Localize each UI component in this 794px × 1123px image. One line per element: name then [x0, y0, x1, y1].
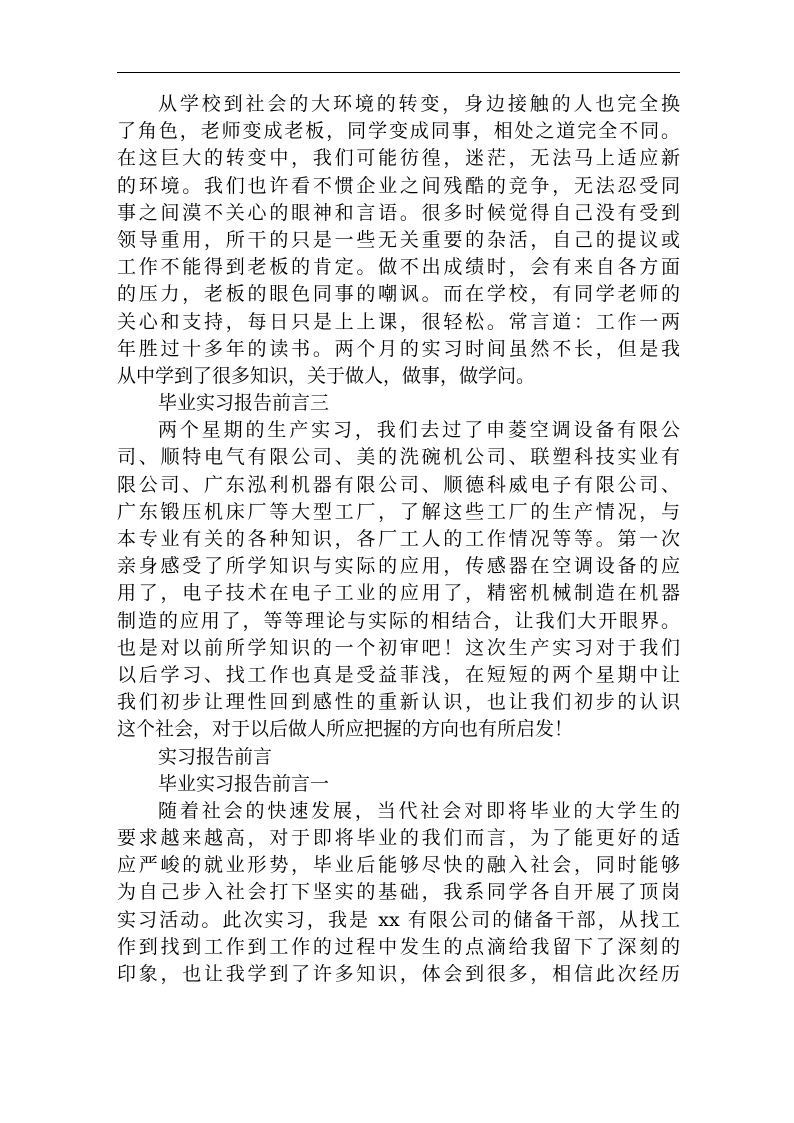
paragraph-line: 随着社会的快速发展，当代社会对即将毕业的大学生的 [158, 799, 680, 822]
paragraph-line: 在这巨大的转变中，我们可能彷徨，迷茫，无法马上适应新 [117, 147, 680, 170]
section-heading: 毕业实习报告前言一 [158, 772, 330, 795]
section-heading: 毕业实习报告前言三 [158, 392, 330, 415]
paragraph-line: 事之间漠不关心的眼神和言语。很多时候觉得自己没有受到 [117, 201, 680, 224]
paragraph-line: 从中学到了很多知识，关于做人，做事，做学问。 [117, 364, 536, 387]
paragraph-line: 的压力，老板的眼色同事的嘲讽。而在学校，有同学老师的 [117, 283, 680, 306]
paragraph-line: 两个星期的生产实习，我们去过了申菱空调设备有限公 [158, 419, 680, 442]
paragraph-line: 本专业有关的各种知识，各厂工人的工作情况等等。第一次 [117, 528, 680, 550]
paragraph-line: 应严峻的就业形势，毕业后能够尽快的融入社会，同时能够 [117, 854, 680, 877]
paragraph-line: 限公司、广东泓利机器有限公司、顺德科威电子有限公司、 [117, 473, 680, 496]
document-body [117, 91, 680, 988]
paragraph-line: 印象，也让我学到了许多知识，体会到很多，相信此次经历 [117, 963, 680, 985]
paragraph-line: 这个社会，对于以后做人所应把握的方向也有所启发！ [117, 718, 574, 741]
paragraph-line: 作到找到工作到工作的过程中发生的点滴给我留下了深刻的 [117, 935, 680, 958]
paragraph-line: 用了，电子技术在电子工业的应用了，精密机械制造在机器 [117, 582, 680, 605]
paragraph-line: 广东锻压机床厂等大型工厂，了解这些工厂的生产情况，与 [117, 500, 680, 523]
paragraph-line: 了角色，老师变成老板，同学变成同事，相处之道完全不同。 [117, 120, 680, 143]
paragraph-line: 司、顺特电气有限公司、美的洗碗机公司、联塑科技实业有 [117, 446, 680, 469]
paragraph-line: 要求越来越高，对于即将毕业的我们而言，为了能更好的适 [117, 827, 680, 850]
paragraph-line: 亲身感受了所学知识与实际的应用，传感器在空调设备的应 [117, 555, 680, 578]
section-heading: 实习报告前言 [158, 745, 273, 768]
paragraph-line: 领导重用，所干的只是一些无关重要的杂活，自己的提议或 [117, 228, 680, 251]
paragraph-line: 制造的应用了，等等理论与实际的相结合，让我们大开眼界。 [117, 609, 680, 632]
paragraph-line: 工作不能得到老板的肯定。做不出成绩时，会有来自各方面 [117, 256, 680, 279]
paragraph-line: 年胜过十多年的读书。两个月的实习时间虽然不长，但是我 [117, 337, 680, 360]
paragraph-line: 我们初步让理性回到感性的重新认识，也让我们初步的认识 [117, 691, 680, 714]
paragraph-line: 的环境。我们也许看不惯企业之间残酷的竞争，无法忍受同 [117, 174, 680, 197]
paragraph-line: 从学校到社会的大环境的转变，身边接触的人也完全换 [158, 93, 680, 115]
paragraph-line: 也是对以前所学知识的一个初审吧！这次生产实习对于我们 [117, 636, 680, 659]
paragraph-line: 以后学习、找工作也真是受益菲浅，在短短的两个星期中让 [117, 663, 680, 686]
header-rule [117, 72, 680, 73]
paragraph-line: 为自己步入社会打下坚实的基础，我系同学各自开展了顶岗 [117, 881, 680, 904]
paragraph-line: 关心和支持，每日只是上上课，很轻松。常言道：工作一两 [117, 310, 680, 333]
paragraph-line: 实习活动。此次实习，我是 xx 有限公司的储备干部，从找工 [117, 908, 680, 931]
